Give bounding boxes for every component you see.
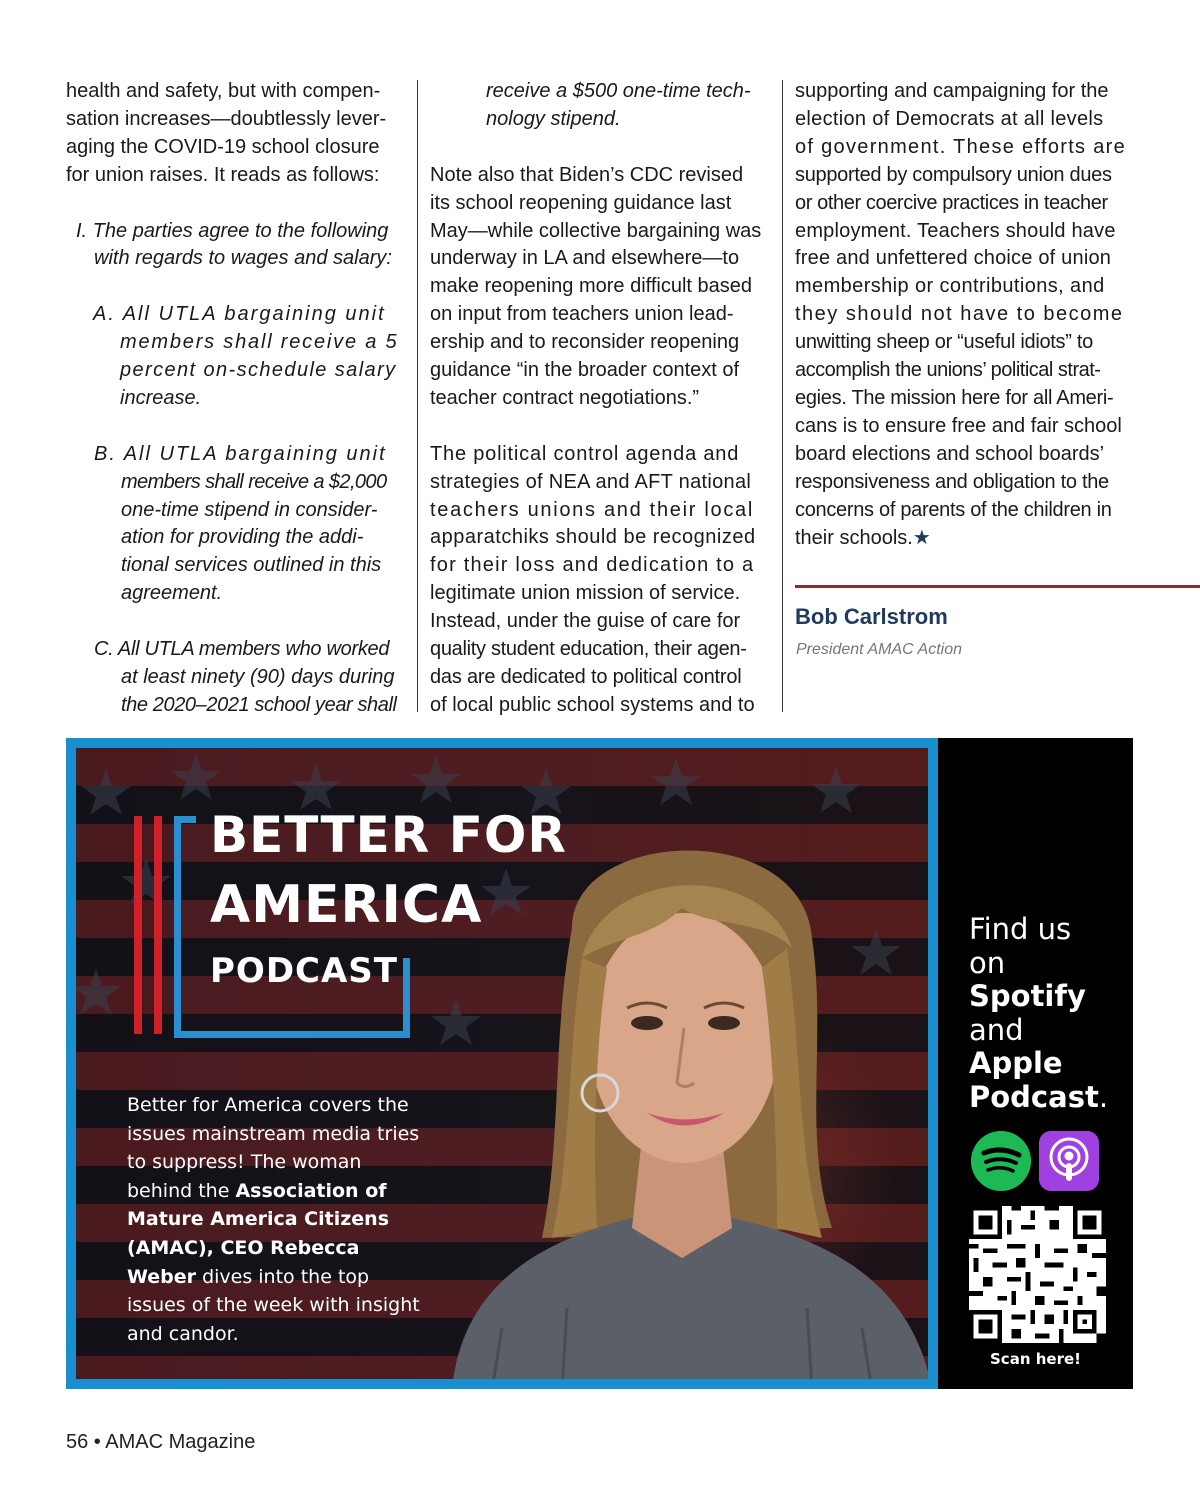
text-line: the 2020–2021 school year shall: [121, 693, 397, 716]
text-line: tional services outlined in this: [121, 554, 382, 577]
text-line: legitimate union mission of service.: [430, 582, 741, 605]
text-line: [795, 525, 1135, 553]
page-footer: 56 • AMAC Magazine: [66, 1431, 256, 1453]
text-line: on input from teachers union lead-: [430, 303, 734, 326]
text-line: receive a $500 one-time tech-: [486, 80, 751, 102]
text-line: or other coercive practices in teacher: [795, 191, 1108, 214]
column-divider: [417, 80, 418, 712]
qr-code[interactable]: [969, 1206, 1106, 1343]
podcast-description: [127, 1091, 427, 1348]
text-line: guidance “in the broader context of: [430, 359, 740, 382]
text-line: for their loss and dedication to a: [430, 554, 755, 577]
text-line: employment. Teachers should have: [795, 219, 1116, 242]
text-line: members shall receive a $2,000: [121, 470, 387, 493]
text-line: das are dedicated to political control: [430, 666, 742, 688]
find-us-text: [969, 913, 1108, 1114]
text-line: its school reopening guidance last: [430, 191, 732, 214]
text-line: strategies of NEA and AFT national: [430, 470, 752, 493]
text-line: B. All UTLA bargaining unit: [94, 442, 387, 465]
desc-bold-text: Association of Mature America Citizens (AMAC), CEO Rebecca Weber: [127, 1179, 390, 1288]
text-line: agreement.: [121, 582, 223, 605]
text-line: members shall receive a 5: [120, 331, 399, 354]
text-line: I. The parties agree to the following: [76, 219, 389, 242]
text-line: health and safety, but with compen-: [66, 80, 381, 102]
text-line: make reopening more difficult based: [430, 275, 753, 298]
host-portrait: [432, 808, 938, 1389]
podcast-advertisement[interactable]: [66, 738, 1133, 1389]
text-line: of government. These efforts are: [795, 135, 1127, 158]
text-line: free and unfettered choice of union: [795, 247, 1112, 270]
text-line: A. All UTLA bargaining unit: [93, 303, 386, 326]
text-line: teachers unions and their local: [430, 498, 754, 521]
text-line: accomplish the unions’ political strat-: [795, 359, 1101, 382]
text-line: cans is to ensure free and fair school: [795, 414, 1122, 437]
blue-bracket-top: [174, 816, 196, 823]
scan-here-label: Scan here!: [990, 1350, 1081, 1368]
text-line: unwitting sheep or “useful idiots” to: [795, 331, 1093, 354]
contract-item-c-continued: [430, 78, 770, 134]
text-line: at least ninety (90) days during: [121, 665, 395, 688]
text-line-end: their schools.: [795, 526, 913, 549]
podcast-title-line-1: BETTER FOR: [210, 806, 567, 864]
contract-item-i: [66, 218, 404, 274]
column-divider: [782, 80, 783, 712]
text-line: increase.: [120, 386, 202, 409]
text-line: Note also that Biden’s CDC revised: [430, 163, 744, 186]
intro-paragraph: [66, 78, 404, 190]
article-column-2: [430, 78, 770, 720]
apple-label: Apple: [969, 1046, 1063, 1080]
text-line: one-time stipend in consider-: [121, 498, 378, 521]
paragraph-cdc: [430, 162, 770, 413]
red-stripe: [134, 816, 142, 1034]
text-line: aging the COVID-19 school closure: [66, 135, 380, 158]
article-column-1: [66, 78, 404, 720]
blue-bracket-right: [403, 958, 410, 1038]
text-line: of local public school systems and to: [430, 693, 755, 716]
author-title: President AMAC Action: [796, 641, 962, 658]
apple-podcasts-icon[interactable]: [1039, 1131, 1099, 1191]
text-line: concerns of parents of the children in: [795, 498, 1112, 521]
paragraph-political-control: [430, 441, 770, 720]
podcast-label: Podcast: [969, 1079, 1099, 1114]
podcast-links-panel: [938, 738, 1133, 1389]
text-line: membership or contributions, and: [795, 275, 1105, 298]
text-line: nology stipend.: [486, 107, 621, 130]
contract-item-b: [66, 441, 404, 608]
text-line: they should not have to become: [795, 303, 1124, 326]
find-line: and: [969, 1012, 1024, 1047]
text-line: teacher contract negotiations.”: [430, 386, 700, 409]
podcast-title-line-2: AMERICA: [210, 875, 483, 935]
period: .: [1098, 1079, 1109, 1114]
text-line: Instead, under the guise of care for: [430, 610, 741, 633]
find-line: on: [969, 945, 1006, 980]
text-line: C. All UTLA members who worked: [94, 638, 390, 661]
text-line: supported by compulsory union dues: [795, 163, 1112, 186]
signature-divider: [795, 585, 1200, 588]
author-name: Bob Carlstrom: [795, 604, 948, 629]
article-column-3: [795, 78, 1135, 552]
text-line: for union raises. It reads as follows:: [66, 163, 380, 186]
contract-item-c: [66, 636, 404, 720]
text-line: May—while collective bargaining was: [430, 219, 762, 242]
text-line: quality student education, their agen-: [430, 638, 747, 661]
red-stripe: [154, 816, 162, 1034]
star-icon: ★: [912, 526, 931, 549]
text-line: election of Democrats at all levels: [795, 107, 1104, 130]
text-line: sation increases—doubtlessly lever-: [66, 107, 387, 130]
text-line: ation for providing the addi-: [121, 526, 364, 549]
text-line: underway in LA and elsewhere—to: [430, 247, 740, 270]
text-line: percent on-schedule salary: [120, 359, 397, 382]
text-line: apparatchiks should be recognized: [430, 526, 756, 549]
contract-item-a: [66, 301, 404, 413]
podcast-banner: [66, 738, 938, 1389]
desc-text: Better for America covers the issues mainstream media tries to suppress! The woman behind the: [127, 1094, 420, 1202]
desc-text: dives into the top issues of the week with insight and candor.: [127, 1265, 420, 1345]
find-line: Find us: [969, 912, 1072, 946]
paragraph-conclusion: [795, 78, 1135, 552]
podcast-title-line-3: PODCAST: [210, 951, 398, 991]
text-line: ership and to reconsider reopening: [430, 331, 740, 354]
text-line: supporting and campaigning for the: [795, 80, 1109, 102]
text-line: The political control agenda and: [430, 442, 740, 465]
spotify-label: Spotify: [969, 979, 1086, 1013]
text-line: responsiveness and obligation to the: [795, 470, 1109, 493]
text-line: egies. The mission here for all Ameri-: [795, 386, 1114, 409]
spotify-icon[interactable]: [971, 1131, 1031, 1191]
text-line: board elections and school boards’: [795, 442, 1105, 465]
text-line: with regards to wages and salary:: [94, 247, 392, 270]
